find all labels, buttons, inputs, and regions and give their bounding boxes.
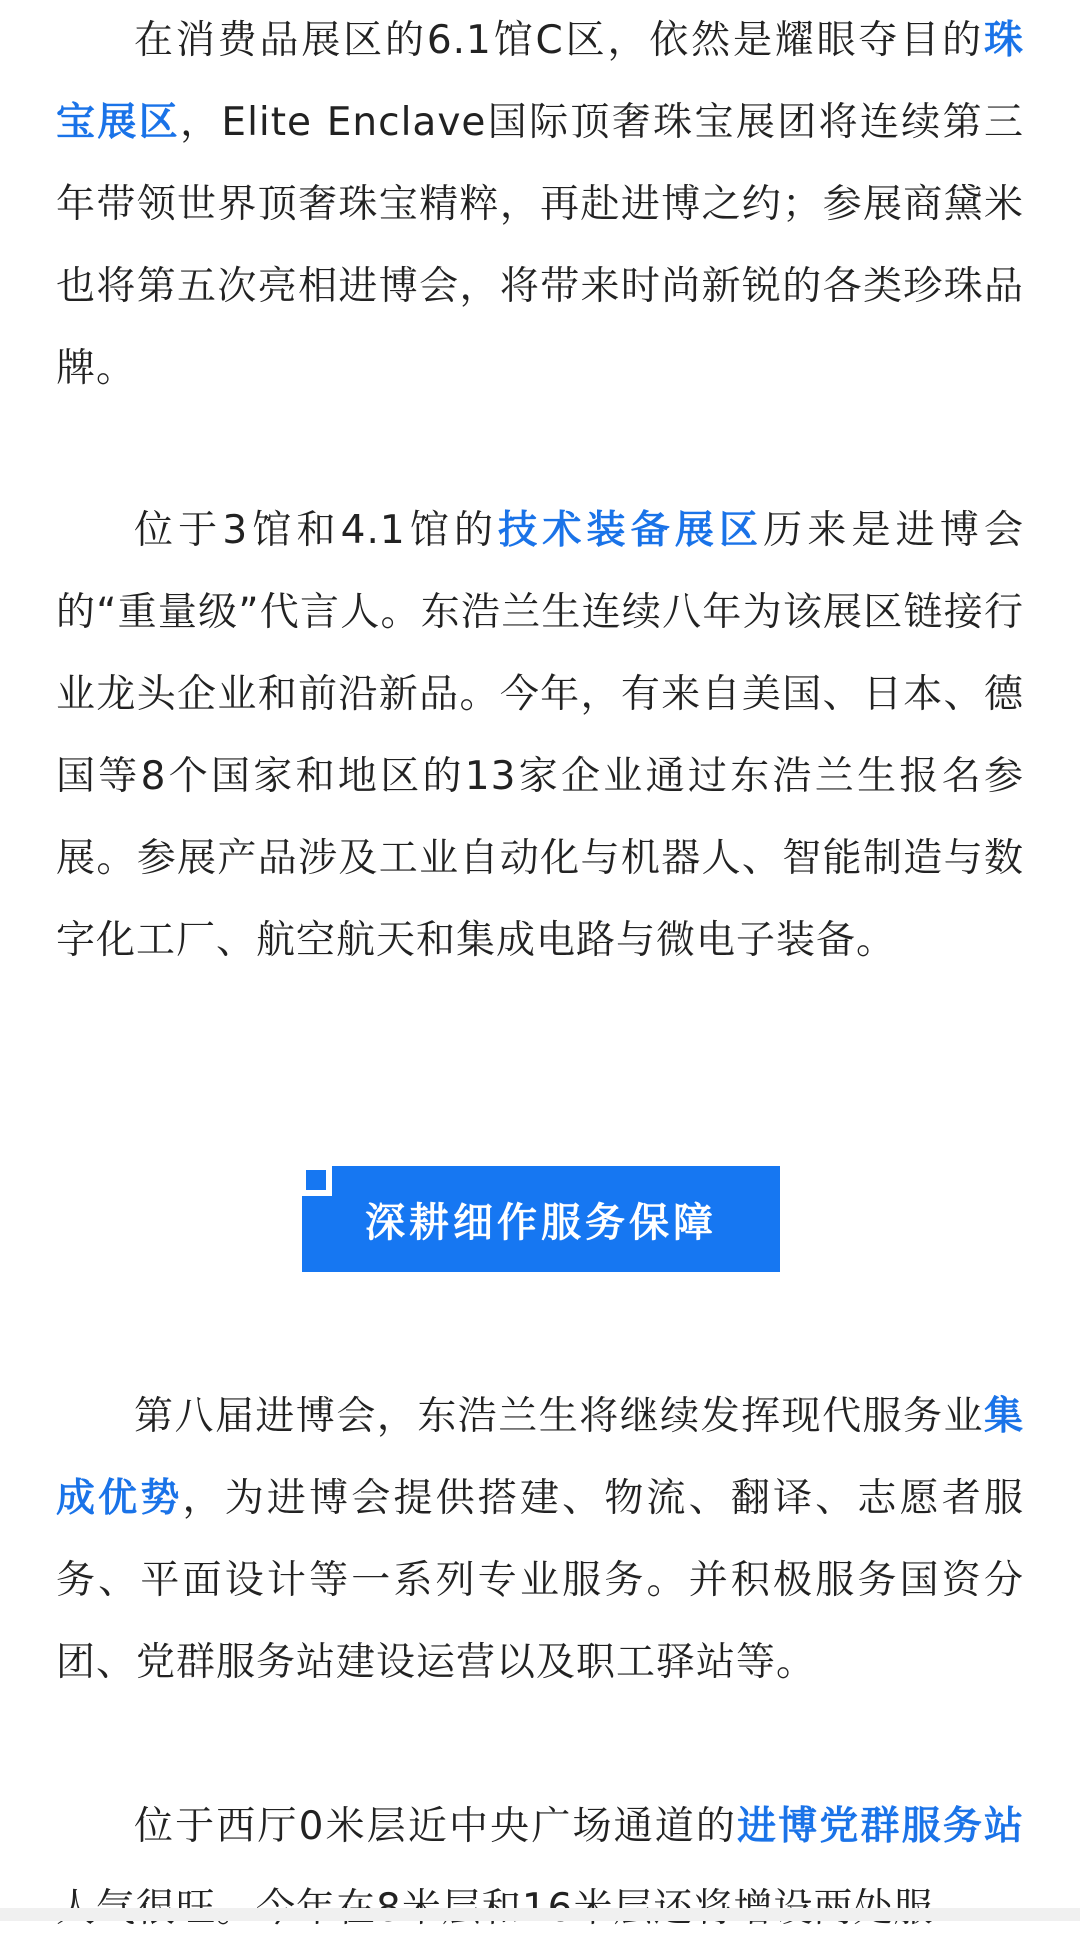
- section-title: 深耕细作服务保障: [365, 1199, 717, 1246]
- paragraph-text: ，为进博会提供搭建、物流、翻译、志愿者服务、平面设计等一系列专业服务。并积极服务国资分团、党群服务站建设运营以及职工驿站等。: [56, 1476, 1024, 1685]
- highlight-integrated-advantage: 集成优势: [56, 1394, 1024, 1521]
- paragraph-text: 位于西厅0米层近中央广场通道的: [134, 1804, 738, 1849]
- paragraph-tech-equipment-zone: [56, 490, 1024, 982]
- paragraph-integrated-services: [56, 1376, 1024, 1704]
- bottom-edge: [0, 1908, 1080, 1921]
- highlight-jewelry-zone: 珠宝展区: [56, 18, 1024, 145]
- paragraph-party-service-station: [56, 1786, 1024, 1950]
- paragraph-text: 历来是进博会的“重量级”代言人。东浩兰生连续八年为该展区链接行业龙头企业和前沿新品。今年，有来自美国、日本、德国等8个国家和地区的13家企业通过东浩兰生报名参展。参展产品涉及工业自动化与机器人、智能制造与数字化工厂、航空航天和集成电路与微电子装备。: [56, 508, 1024, 963]
- section-header: [0, 1166, 1080, 1272]
- paragraph-text: 在消费品展区的6.1馆C区，依然是耀眼夺目的: [134, 18, 984, 63]
- paragraph-jewelry-zone: [56, 0, 1024, 410]
- paragraph-text: 位于3馆和4.1馆的: [134, 508, 499, 553]
- paragraph-text: 第八届进博会，东浩兰生将继续发挥现代服务业: [134, 1394, 984, 1439]
- highlight-party-service-station: 进博党群服务站: [737, 1804, 1024, 1849]
- section-title-banner: [302, 1166, 780, 1272]
- paragraph-text: ，Elite Enclave国际顶奢珠宝展团将连续第三年带领世界顶奢珠宝精粹，再赴进博之约；参展商黛米也将第五次亮相进博会，将带来时尚新锐的各类珍珠品牌。: [56, 100, 1024, 391]
- corner-decoration-icon: [302, 1166, 332, 1196]
- highlight-tech-equipment-zone: 技术装备展区: [498, 508, 764, 553]
